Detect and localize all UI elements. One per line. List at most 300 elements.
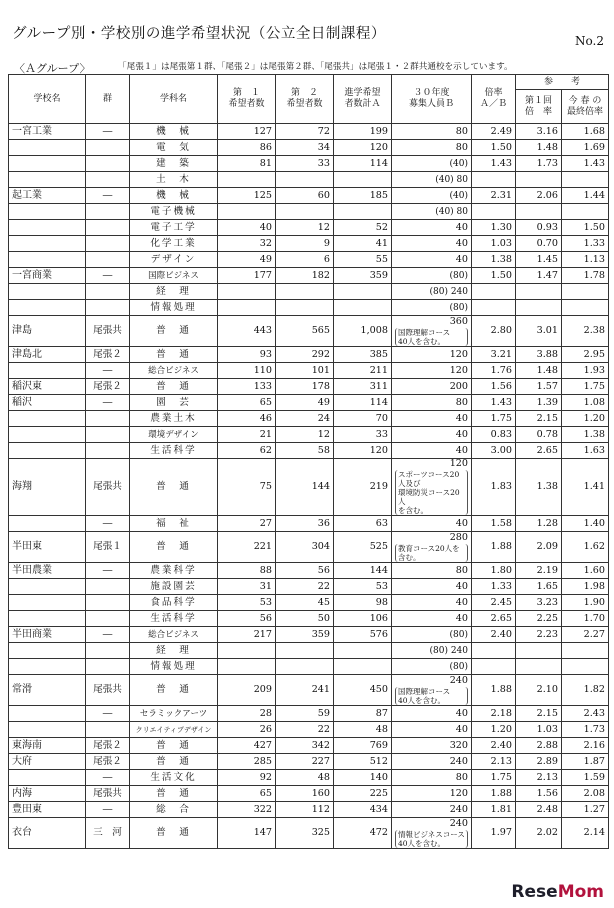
school-cell: 豊田東 (9, 802, 86, 818)
second-choice-cell: 59 (276, 706, 334, 722)
first-choice-cell: 49 (218, 252, 276, 268)
ratio-cell: 1.43 (472, 395, 516, 411)
table-row (9, 738, 609, 754)
first-choice-cell: 32 (218, 236, 276, 252)
first-ratio-cell: 2.15 (516, 411, 562, 427)
total-cell (334, 204, 392, 220)
group-cell (86, 156, 130, 172)
school-cell: 稲沢東 (9, 379, 86, 395)
ratio-cell: 3.00 (472, 443, 516, 459)
second-choice-cell (276, 204, 334, 220)
school-cell (9, 722, 86, 738)
first-ratio-cell: 1.65 (516, 579, 562, 595)
second-choice-cell: 56 (276, 563, 334, 579)
table-row (9, 284, 609, 300)
total-cell: 311 (334, 379, 392, 395)
final-ratio-cell: 1.93 (562, 363, 609, 379)
ratio-cell: 1.88 (472, 675, 516, 706)
dept-cell: 電子機械 (130, 204, 218, 220)
table-row (9, 706, 609, 722)
dept-cell: 土 木 (130, 172, 218, 188)
first-choice-cell: 62 (218, 443, 276, 459)
school-cell (9, 411, 86, 427)
ratio-cell: 1.88 (472, 532, 516, 563)
first-ratio-cell: 1.39 (516, 395, 562, 411)
total-cell: 450 (334, 675, 392, 706)
school-cell: 半田農業 (9, 563, 86, 579)
first-choice-cell: 110 (218, 363, 276, 379)
school-cell: 津島北 (9, 347, 86, 363)
plan-cell: (40) 80 (392, 172, 472, 188)
dept-cell: 生活文化 (130, 770, 218, 786)
final-ratio-cell: 1.43 (562, 156, 609, 172)
plan-cell: (40) 80 (392, 204, 472, 220)
dept-cell: 普 通 (130, 459, 218, 516)
plan-cell: 40 (392, 579, 472, 595)
dept-cell: 総合ビジネス (130, 363, 218, 379)
dept-cell: 普 通 (130, 818, 218, 849)
first-ratio-cell: 1.73 (516, 156, 562, 172)
school-cell: 常滑 (9, 675, 86, 706)
first-choice-cell: 46 (218, 411, 276, 427)
second-choice-cell: 48 (276, 770, 334, 786)
final-ratio-cell: 1.20 (562, 411, 609, 427)
plan-cell: 240 情報ビジネスコース 40人を含む。 (392, 818, 472, 849)
ratio-cell: 2.65 (472, 611, 516, 627)
final-ratio-cell: 1.62 (562, 532, 609, 563)
group-cell (86, 643, 130, 659)
page-title: グループ別・学校別の進学希望状況（公立全日制課程） (12, 26, 386, 42)
total-cell (334, 659, 392, 675)
total-cell: 185 (334, 188, 392, 204)
first-choice-cell (218, 172, 276, 188)
table-body (9, 124, 609, 849)
page-number: No.2 (575, 34, 604, 48)
school-cell (9, 427, 86, 443)
final-ratio-cell: 1.70 (562, 611, 609, 627)
group-cell (86, 579, 130, 595)
ratio-cell: 1.50 (472, 268, 516, 284)
ratio-cell: 2.45 (472, 595, 516, 611)
plan-cell: (80) 240 (392, 284, 472, 300)
total-cell: 70 (334, 411, 392, 427)
ratio-cell: 1.80 (472, 563, 516, 579)
dept-cell: 食品科学 (130, 595, 218, 611)
total-cell: 525 (334, 532, 392, 563)
school-cell (9, 204, 86, 220)
dept-cell: 農業科学 (130, 563, 218, 579)
final-ratio-cell (562, 284, 609, 300)
total-cell: 106 (334, 611, 392, 627)
first-ratio-cell: 0.93 (516, 220, 562, 236)
table-row (9, 443, 609, 459)
ratio-cell: 1.33 (472, 579, 516, 595)
group-cell: 尾張共 (86, 786, 130, 802)
dept-cell: 普 通 (130, 754, 218, 770)
school-cell: 一宮商業 (9, 268, 86, 284)
second-choice-cell: 22 (276, 579, 334, 595)
first-choice-cell: 21 (218, 427, 276, 443)
ratio-cell: 1.03 (472, 236, 516, 252)
group-cell: 尾張２ (86, 738, 130, 754)
first-choice-cell: 92 (218, 770, 276, 786)
dept-cell: 普 通 (130, 347, 218, 363)
school-cell: 大府 (9, 754, 86, 770)
first-choice-cell: 75 (218, 459, 276, 516)
second-choice-cell: 304 (276, 532, 334, 563)
final-ratio-cell: 1.63 (562, 443, 609, 459)
table-row (9, 722, 609, 738)
dept-cell: 建 築 (130, 156, 218, 172)
first-ratio-cell: 3.01 (516, 316, 562, 347)
school-cell (9, 140, 86, 156)
group-cell (86, 411, 130, 427)
table-row (9, 643, 609, 659)
second-choice-cell: 36 (276, 516, 334, 532)
dept-cell: セラミックアーツ (130, 706, 218, 722)
first-choice-cell (218, 659, 276, 675)
second-choice-cell: 292 (276, 347, 334, 363)
table-row (9, 675, 609, 706)
school-cell (9, 659, 86, 675)
first-ratio-cell: 3.23 (516, 595, 562, 611)
first-ratio-cell: 2.65 (516, 443, 562, 459)
total-cell: 120 (334, 443, 392, 459)
school-cell (9, 611, 86, 627)
group-cell: 尾張共 (86, 675, 130, 706)
final-ratio-cell: 1.60 (562, 563, 609, 579)
ratio-cell (472, 643, 516, 659)
table-row (9, 770, 609, 786)
first-ratio-cell: 2.09 (516, 532, 562, 563)
final-ratio-cell: 2.43 (562, 706, 609, 722)
group-cell (86, 140, 130, 156)
group-cell (86, 595, 130, 611)
plan-cell: 360 国際理解コース 40人を含む。 (392, 316, 472, 347)
first-ratio-cell: 1.38 (516, 459, 562, 516)
table-row (9, 347, 609, 363)
school-cell: 衣台 (9, 818, 86, 849)
first-ratio-cell: 2.13 (516, 770, 562, 786)
first-choice-cell: 177 (218, 268, 276, 284)
second-choice-cell: 49 (276, 395, 334, 411)
first-ratio-cell (516, 659, 562, 675)
total-cell: 219 (334, 459, 392, 516)
group-cell (86, 204, 130, 220)
first-choice-cell: 147 (218, 818, 276, 849)
remark-note: 国際理解コース 40人を含む。 (395, 687, 468, 705)
total-cell: 55 (334, 252, 392, 268)
group-cell: ― (86, 188, 130, 204)
dept-cell: クリエイティブデザイン (130, 722, 218, 738)
second-choice-cell (276, 659, 334, 675)
final-ratio-cell: 1.78 (562, 268, 609, 284)
legend-note: 「尾張１」は尾張第１群、「尾張２」は尾張第２群、「尾張共」は尾張１・２群共通校を示しています。 (118, 62, 513, 72)
col-second-choice: 第 ２ 希望者数 (276, 75, 334, 124)
first-choice-cell: 443 (218, 316, 276, 347)
total-cell: 225 (334, 786, 392, 802)
group-cell (86, 252, 130, 268)
total-cell: 41 (334, 236, 392, 252)
final-ratio-cell: 1.44 (562, 188, 609, 204)
dept-cell: 国際ビジネス (130, 268, 218, 284)
ratio-cell: 1.75 (472, 411, 516, 427)
final-ratio-cell (562, 300, 609, 316)
dept-cell: 環境デザイン (130, 427, 218, 443)
second-choice-cell: 9 (276, 236, 334, 252)
plan-cell: (40) (392, 156, 472, 172)
group-cell: 尾張２ (86, 379, 130, 395)
table-row (9, 395, 609, 411)
school-cell: 稲沢 (9, 395, 86, 411)
final-ratio-cell: 1.38 (562, 427, 609, 443)
table-row (9, 754, 609, 770)
total-cell: 472 (334, 818, 392, 849)
dept-cell: 農業土木 (130, 411, 218, 427)
first-choice-cell: 65 (218, 395, 276, 411)
ratio-cell: 2.40 (472, 627, 516, 643)
final-ratio-cell (562, 204, 609, 220)
second-choice-cell: 160 (276, 786, 334, 802)
group-cell (86, 172, 130, 188)
first-ratio-cell: 1.48 (516, 363, 562, 379)
plan-cell: 240 (392, 754, 472, 770)
ratio-cell: 2.40 (472, 738, 516, 754)
second-choice-cell (276, 300, 334, 316)
dept-cell: 普 通 (130, 316, 218, 347)
group-cell (86, 659, 130, 675)
table-row (9, 818, 609, 849)
group-cell: 尾張共 (86, 316, 130, 347)
ratio-cell: 1.97 (472, 818, 516, 849)
plan-cell: 40 (392, 427, 472, 443)
group-cell (86, 722, 130, 738)
table-row (9, 140, 609, 156)
first-ratio-cell: 0.70 (516, 236, 562, 252)
ratio-cell (472, 300, 516, 316)
table-row (9, 124, 609, 140)
final-ratio-cell (562, 643, 609, 659)
col-plan: ３０年度 募集人員Ｂ (392, 75, 472, 124)
group-cell: 三 河 (86, 818, 130, 849)
total-cell (334, 284, 392, 300)
first-choice-cell: 56 (218, 611, 276, 627)
school-cell (9, 579, 86, 595)
second-choice-cell: 182 (276, 268, 334, 284)
col-school: 学校名 (9, 75, 86, 124)
total-cell: 144 (334, 563, 392, 579)
group-cell: 尾張共 (86, 459, 130, 516)
second-choice-cell: 101 (276, 363, 334, 379)
second-choice-cell: 45 (276, 595, 334, 611)
first-choice-cell: 53 (218, 595, 276, 611)
table-row (9, 563, 609, 579)
first-ratio-cell: 2.25 (516, 611, 562, 627)
table-row (9, 300, 609, 316)
col-group: 群 (86, 75, 130, 124)
table-row (9, 802, 609, 818)
group-cell (86, 443, 130, 459)
table-row (9, 627, 609, 643)
plan-cell: 40 (392, 411, 472, 427)
total-cell: 359 (334, 268, 392, 284)
dept-cell: 普 通 (130, 532, 218, 563)
ratio-cell: 0.83 (472, 427, 516, 443)
ratio-cell: 1.83 (472, 459, 516, 516)
plan-cell: (80) (392, 627, 472, 643)
total-cell: 114 (334, 395, 392, 411)
first-choice-cell (218, 284, 276, 300)
first-ratio-cell: 3.88 (516, 347, 562, 363)
table-row (9, 516, 609, 532)
first-ratio-cell (516, 284, 562, 300)
final-ratio-cell: 1.69 (562, 140, 609, 156)
total-cell: 385 (334, 347, 392, 363)
first-ratio-cell: 2.02 (516, 818, 562, 849)
remark-note: スポーツコース20人及び 環境防災コース20人 を含む。 (395, 470, 468, 515)
group-cell: 尾張２ (86, 754, 130, 770)
table-row (9, 156, 609, 172)
plan-cell: 120 (392, 347, 472, 363)
table-row (9, 268, 609, 284)
school-cell: 半田東 (9, 532, 86, 563)
final-ratio-cell: 1.68 (562, 124, 609, 140)
plan-cell: 40 (392, 516, 472, 532)
school-cell (9, 516, 86, 532)
dept-cell: 化学工業 (130, 236, 218, 252)
first-choice-cell: 209 (218, 675, 276, 706)
first-choice-cell: 93 (218, 347, 276, 363)
final-ratio-cell: 1.13 (562, 252, 609, 268)
group-cell (86, 611, 130, 627)
school-cell: 半田商業 (9, 627, 86, 643)
plan-cell: 80 (392, 770, 472, 786)
plan-cell: 320 (392, 738, 472, 754)
final-ratio-cell: 2.14 (562, 818, 609, 849)
ratio-cell (472, 204, 516, 220)
school-cell (9, 770, 86, 786)
total-cell: 48 (334, 722, 392, 738)
final-ratio-cell (562, 659, 609, 675)
school-cell (9, 252, 86, 268)
table-row (9, 172, 609, 188)
first-choice-cell: 322 (218, 802, 276, 818)
plan-cell: 240 (392, 802, 472, 818)
first-choice-cell: 217 (218, 627, 276, 643)
total-cell: 33 (334, 427, 392, 443)
group-cell (86, 300, 130, 316)
plan-cell: 280 教育コース20人を 含む。 (392, 532, 472, 563)
final-ratio-cell: 1.59 (562, 770, 609, 786)
second-choice-cell: 342 (276, 738, 334, 754)
second-choice-cell: 6 (276, 252, 334, 268)
second-choice-cell: 34 (276, 140, 334, 156)
first-choice-cell: 427 (218, 738, 276, 754)
group-cell (86, 284, 130, 300)
first-choice-cell: 31 (218, 579, 276, 595)
final-ratio-cell: 1.08 (562, 395, 609, 411)
second-choice-cell: 565 (276, 316, 334, 347)
col-first-ratio: 第１回 倍 率 (516, 90, 562, 124)
group-cell: ― (86, 124, 130, 140)
ratio-cell: 2.49 (472, 124, 516, 140)
group-cell: ― (86, 395, 130, 411)
first-ratio-cell: 1.57 (516, 379, 562, 395)
first-ratio-cell: 2.15 (516, 706, 562, 722)
final-ratio-cell (562, 172, 609, 188)
school-cell (9, 220, 86, 236)
second-choice-cell: 112 (276, 802, 334, 818)
second-choice-cell (276, 284, 334, 300)
dept-cell: 普 通 (130, 786, 218, 802)
first-ratio-cell: 1.45 (516, 252, 562, 268)
first-ratio-cell: 1.47 (516, 268, 562, 284)
table-row (9, 316, 609, 347)
school-cell (9, 284, 86, 300)
group-cell: ― (86, 516, 130, 532)
total-cell (334, 300, 392, 316)
first-ratio-cell: 2.23 (516, 627, 562, 643)
ratio-cell: 2.80 (472, 316, 516, 347)
school-cell: 一宮工業 (9, 124, 86, 140)
first-ratio-cell: 1.03 (516, 722, 562, 738)
first-ratio-cell (516, 300, 562, 316)
school-cell (9, 236, 86, 252)
group-cell: ― (86, 268, 130, 284)
ratio-cell (472, 172, 516, 188)
plan-cell: (80) 240 (392, 643, 472, 659)
dept-cell: 情報処理 (130, 659, 218, 675)
first-ratio-cell: 1.28 (516, 516, 562, 532)
school-cell (9, 172, 86, 188)
ratio-cell: 3.21 (472, 347, 516, 363)
final-ratio-cell: 1.98 (562, 579, 609, 595)
school-cell: 海翔 (9, 459, 86, 516)
group-label: 〈Ａグループ〉 (14, 62, 91, 75)
total-cell: 140 (334, 770, 392, 786)
first-ratio-cell: 1.48 (516, 140, 562, 156)
final-ratio-cell: 1.73 (562, 722, 609, 738)
col-reference: 参 考 (516, 75, 609, 90)
table-row (9, 188, 609, 204)
final-ratio-cell: 1.40 (562, 516, 609, 532)
second-choice-cell: 227 (276, 754, 334, 770)
school-cell: 起工業 (9, 188, 86, 204)
ratio-cell: 1.20 (472, 722, 516, 738)
total-cell: 114 (334, 156, 392, 172)
second-choice-cell: 50 (276, 611, 334, 627)
second-choice-cell: 12 (276, 220, 334, 236)
table-row (9, 427, 609, 443)
table-row (9, 236, 609, 252)
group-cell: 尾張２ (86, 347, 130, 363)
table-row (9, 379, 609, 395)
total-cell (334, 643, 392, 659)
second-choice-cell: 33 (276, 156, 334, 172)
final-ratio-cell: 1.41 (562, 459, 609, 516)
ratio-cell: 1.50 (472, 140, 516, 156)
resemom-logo: ReseMom (511, 882, 604, 902)
plan-cell: 40 (392, 252, 472, 268)
plan-cell: (80) (392, 300, 472, 316)
final-ratio-cell: 1.33 (562, 236, 609, 252)
first-choice-cell: 27 (218, 516, 276, 532)
first-choice-cell: 40 (218, 220, 276, 236)
total-cell: 199 (334, 124, 392, 140)
final-ratio-cell: 2.16 (562, 738, 609, 754)
col-ratio: 倍率 Ａ／Ｂ (472, 75, 516, 124)
remark-note: 教育コース20人を 含む。 (395, 544, 468, 562)
